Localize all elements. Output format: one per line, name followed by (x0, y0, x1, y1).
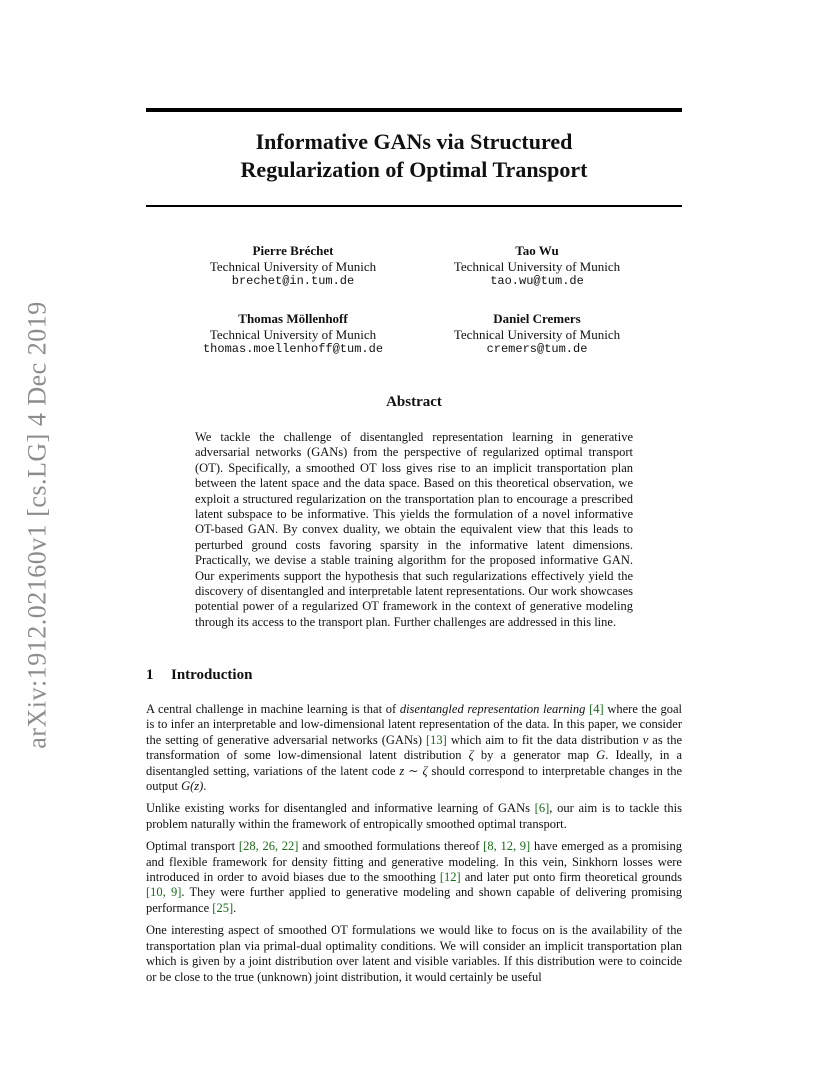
text-run: A central challenge in machine learning is that of (146, 702, 400, 716)
title-line-2: Regularization of Optimal Transport (240, 157, 588, 182)
text-run: . They were further applied to generative modeling and shown capable of delivering promising performance (146, 885, 682, 915)
text-run: where the goal is to infer an interpretable and low-dimensional latent representation of the data. In this paper, we consider the setting of generative adversarial networks (GANs) (146, 702, 683, 747)
paragraph-2 (146, 801, 682, 832)
math-symbol: ν (642, 732, 649, 747)
text-run: should correspond to interpretable changes in the output (146, 763, 682, 794)
citation-link[interactable]: [10, 9] (146, 885, 182, 900)
author-name: Pierre Bréchet (252, 243, 334, 258)
paper-title (146, 128, 682, 184)
author-block (432, 243, 642, 290)
author-name: Tao Wu (515, 243, 559, 258)
citation-link[interactable]: [6] (534, 801, 550, 816)
text-run: Optimal transport (146, 839, 239, 854)
text-run: as the transformation of some low-dimensional latent distribution (146, 732, 682, 763)
citation-link[interactable]: [8, 12, 9] (483, 839, 531, 854)
math-symbol: z ∼ ζ (399, 763, 428, 778)
abstract-heading: Abstract (386, 394, 442, 410)
text-run: which aim to fit the data distribution (446, 732, 643, 747)
author-email: brechet@in.tum.de (231, 274, 355, 288)
section-number: 1 (146, 667, 154, 683)
title-line-1: Informative GANs via Structured (255, 129, 573, 154)
math-symbol: G (596, 748, 606, 763)
paragraph-4: One interesting aspect of smoothed OT formulations we would like to focus on is the availability of the transportation plan via primal-dual optimality conditions. We will consider an implicit transportation plan which is given by a joint distribution over latent and visible variables. If this distribution were to coincide or be close to the true (unknown) joint distribution, it would certainly be useful (146, 923, 682, 984)
paragraph-1 (146, 702, 682, 794)
arxiv-identifier-text: arXiv:1912.02160v1 [cs.LG] 4 Dec 2019 (23, 301, 53, 749)
math-symbol: G(z) (181, 779, 204, 794)
section-body (146, 702, 682, 992)
abstract-text: We tackle the challenge of disentangled representation learning in generative adversarial networks (GANs) from the perspective of regularized optimal transport (OT). Specifically, a smoothed OT loss gives rise to an implicit transportation plan between the latent space and the data space. Based on this theoretical observation, we exploit a structured regularization on the transportation plan to encourage a prescribed latent subspace to be informative. This yields the formulation of a novel informative OT-based GAN. By convex duality, we obtain the equivalent view that this leads to perturbed ground costs favoring sparsity in the informative latent dimensions. Practically, we devise a stable training algorithm for the proposed informative GAN. Our experiments support the hypothesis that such regularizations effectively yield the discovery of disentangled and interpretable latent representations. Our work showcases potential power of a regularized OT framework in the context of generative modeling through its access to the transport plan. Further challenges are addressed in this line. (195, 430, 633, 629)
author-email: cremers@tum.de (486, 342, 588, 356)
citation-link[interactable]: [12] (439, 870, 461, 885)
text-run: Unlike existing works for disentangled and informative learning of GANs (146, 801, 535, 816)
text-run: and later put onto firm theoretical grounds (460, 870, 682, 885)
author-name: Thomas Möllenhoff (238, 311, 348, 326)
text-run: and smoothed formulations thereof (298, 839, 484, 854)
author-block (432, 311, 642, 358)
author-email: tao.wu@tum.de (490, 274, 584, 288)
citation-link[interactable]: [28, 26, 22] (238, 839, 299, 854)
author-name: Daniel Cremers (493, 311, 581, 326)
citation-link[interactable]: [4] (589, 702, 604, 716)
text-run: have emerged as a promising and flexible framework for density fitting and generative modeling. In this vein, Sinkhorn losses were introduced in order to avoid biases due to the smoothing (146, 839, 683, 885)
math-symbol: ζ (468, 748, 474, 763)
author-affiliation: Technical University of Munich (453, 326, 621, 342)
section-title: Introduction (171, 667, 253, 683)
author-affiliation: Technical University of Munich (209, 258, 377, 274)
text-run: . (203, 779, 207, 794)
text-run: . Ideally, in a disentangled setting, variations of the latent code (146, 748, 683, 778)
author-affiliation: Technical University of Munich (453, 258, 621, 274)
author-affiliation: Technical University of Munich (209, 326, 377, 342)
text-run: . (233, 900, 237, 915)
text-run: , our aim is to tackle this problem naturally within the framework of entropically smoothed optimal transport. (146, 801, 682, 831)
emphasis-term: disentangled representation learning (399, 702, 586, 716)
author-block (188, 311, 398, 358)
text-run: by a generator map (473, 748, 597, 763)
citation-link[interactable]: [25] (212, 900, 234, 915)
title-bottom-rule (146, 205, 682, 207)
section-heading (146, 667, 252, 684)
arxiv-identifier (8, 290, 68, 760)
author-block (188, 243, 398, 290)
title-top-rule (146, 108, 682, 112)
citation-link[interactable]: [13] (426, 732, 447, 747)
author-email: thomas.moellenhoff@tum.de (202, 342, 384, 356)
paragraph-3 (146, 839, 682, 916)
